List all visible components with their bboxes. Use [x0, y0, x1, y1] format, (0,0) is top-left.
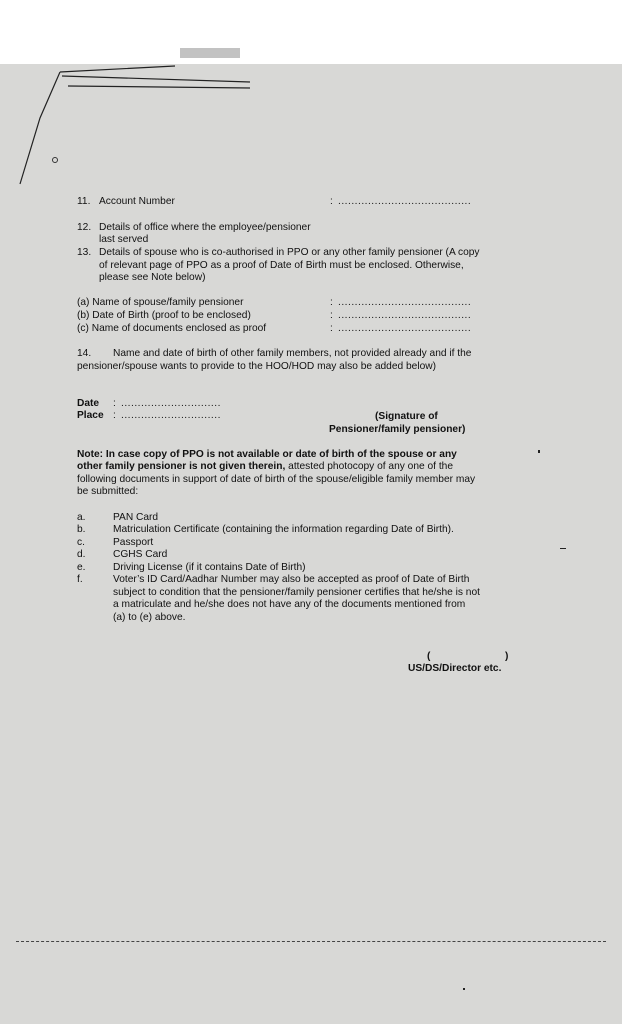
- note-line3: following documents in support of date of birth of the spouse/eligible family member may: [77, 474, 476, 485]
- doc-d-text: CGHS Card: [113, 549, 168, 560]
- office-details-label: Details of office where the employee/pensioner: [99, 222, 311, 233]
- spouse-sub-b-colon: :: [330, 310, 333, 321]
- spouse-sub-c-dots: ........................................: [338, 323, 472, 334]
- doc-b-text: Matriculation Certificate (containing the information regarding Date of Birth).: [113, 524, 454, 535]
- note-line2-bold: other family pensioner is not given therein,: [77, 461, 286, 472]
- officer-paren-close: ): [505, 651, 509, 662]
- doc-a-text: PAN Card: [113, 512, 159, 523]
- spouse-sub-c-label: (c) Name of documents enclosed as proof: [77, 323, 267, 334]
- spouse-sub-b-dots: ........................................: [338, 310, 472, 321]
- account-number-dots: ........................................: [338, 196, 472, 207]
- spouse-details-line1: Details of spouse who is co-authorised in PPO or any other family pensioner (A copy: [99, 247, 480, 258]
- note-line1: Note: In case copy of PPO is not available or date of birth of the spouse or any: [77, 449, 457, 460]
- doc-c-letter: c.: [77, 537, 85, 548]
- doc-c-text: Passport: [113, 537, 154, 548]
- date-colon: :: [113, 398, 116, 409]
- document-page: [0, 48, 622, 1024]
- note-line2-rest: attested photocopy of any one of the: [285, 461, 453, 472]
- office-details-num: 12.: [77, 222, 92, 233]
- spouse-sub-a-label: (a) Name of spouse/family pensioner: [77, 297, 244, 308]
- spouse-sub-b-label: (b) Date of Birth (proof to be enclosed): [77, 310, 251, 321]
- spouse-details-num: 13.: [77, 247, 92, 258]
- note-line4: be submitted:: [77, 486, 139, 497]
- spouse-sub-a-colon: :: [330, 297, 333, 308]
- date-dots: ..............................: [121, 398, 221, 409]
- scan-speck: [463, 988, 465, 990]
- scan-artifact-lines: [0, 48, 622, 1024]
- scan-dash-line: [16, 941, 606, 942]
- date-label: Date: [77, 398, 100, 409]
- other-members-line2: pensioner/spouse wants to provide to the HOO/HOD may also be added below): [77, 361, 437, 372]
- signature-line2: Pensioner/family pensioner): [329, 424, 466, 435]
- spouse-details-line2: of relevant page of PPO as a proof of Date of Birth must be enclosed. Otherwise,: [99, 260, 464, 271]
- place-label: Place: [77, 410, 104, 421]
- spouse-sub-a-dots: ........................................: [338, 297, 472, 308]
- signature-line1: (Signature of: [375, 411, 438, 422]
- scan-speck: [560, 548, 566, 549]
- doc-f-cont2: a matriculate and he/she does not have any of the documents mentioned from: [113, 599, 466, 610]
- doc-b-letter: b.: [77, 524, 86, 535]
- doc-f-cont1: subject to condition that the pensioner/family pensioner certifies that he/she is not: [113, 587, 480, 598]
- other-members-line1: Name and date of birth of other family members, not provided already and if the: [113, 348, 472, 359]
- place-colon: :: [113, 410, 116, 421]
- doc-f-cont3: (a) to (e) above.: [113, 612, 186, 623]
- spouse-sub-c-colon: :: [330, 323, 333, 334]
- doc-e-letter: e.: [77, 562, 86, 573]
- account-number-num: 11.: [77, 196, 91, 207]
- scan-speck: [538, 450, 540, 453]
- office-details-label2: last served: [99, 234, 149, 245]
- place-dots: ..............................: [121, 410, 221, 421]
- doc-e-text: Driving License (if it contains Date of Birth): [113, 562, 306, 573]
- account-number-label: Account Number: [99, 196, 175, 207]
- note-line2: [77, 461, 453, 473]
- officer-designation: US/DS/Director etc.: [408, 663, 502, 674]
- doc-f-text: Voter’s ID Card/Aadhar Number may also be accepted as proof of Date of Birth: [113, 574, 470, 585]
- doc-d-letter: d.: [77, 549, 86, 560]
- doc-a-letter: a.: [77, 512, 86, 523]
- doc-f-letter: f.: [77, 574, 83, 585]
- spouse-details-line3: please see Note below): [99, 272, 206, 283]
- account-number-colon: :: [330, 196, 333, 207]
- other-members-num: 14.: [77, 348, 92, 359]
- officer-paren-open: (: [427, 651, 431, 662]
